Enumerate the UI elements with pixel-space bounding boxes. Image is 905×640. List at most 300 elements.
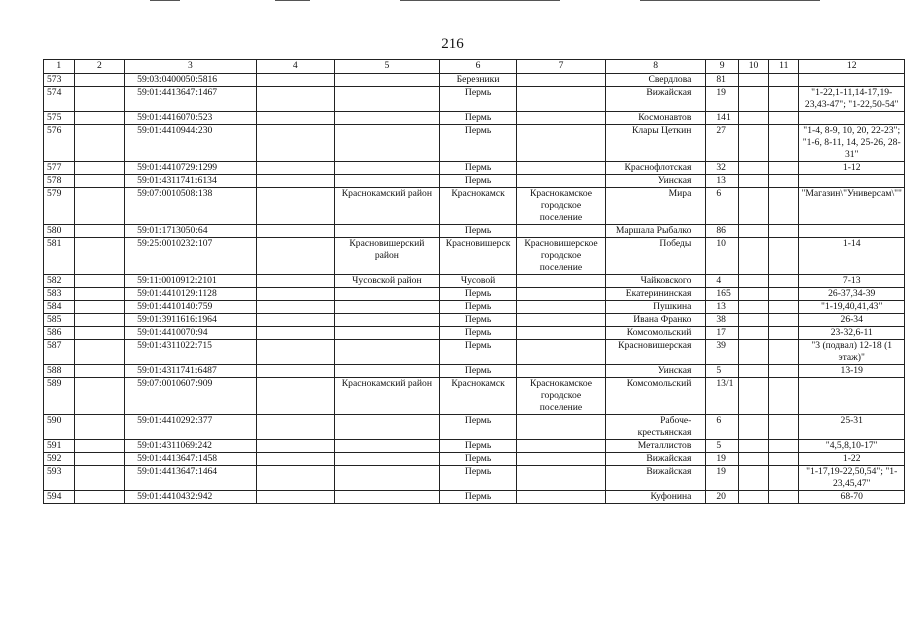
column-header-12: 12 — [799, 60, 905, 74]
col10-cell — [738, 225, 768, 238]
city-cell: Краснокамск — [439, 378, 516, 415]
district-cell — [334, 175, 439, 188]
col4-cell — [256, 175, 334, 188]
col2-cell — [74, 327, 125, 340]
column-header-10: 10 — [738, 60, 768, 74]
settlement-cell — [517, 288, 606, 301]
premises-cell: "1-22,1-11,14-17,19-23,43-47"; "1-22,50-54" — [799, 87, 905, 112]
cadastral-number-cell: 59:01:4410729:1299 — [125, 162, 257, 175]
row-number-cell: 589 — [44, 378, 75, 415]
col11-cell — [769, 188, 799, 225]
col2-cell — [74, 378, 125, 415]
district-cell — [334, 415, 439, 440]
city-cell: Пермь — [439, 365, 516, 378]
city-cell: Пермь — [439, 162, 516, 175]
col2-cell — [74, 87, 125, 112]
column-header-7: 7 — [517, 60, 606, 74]
col11-cell — [769, 491, 799, 504]
col2-cell — [74, 365, 125, 378]
col10-cell — [738, 87, 768, 112]
house-number-cell: 13/1 — [706, 378, 738, 415]
cadastral-number-cell: 59:01:4413647:1458 — [125, 453, 257, 466]
column-header-3: 3 — [125, 60, 257, 74]
city-cell: Пермь — [439, 491, 516, 504]
col11-cell — [769, 225, 799, 238]
col2-cell — [74, 225, 125, 238]
registry-table — [43, 59, 905, 504]
city-cell: Пермь — [439, 87, 516, 112]
street-cell: Пушкина — [605, 301, 706, 314]
col4-cell — [256, 112, 334, 125]
house-number-cell: 10 — [706, 238, 738, 275]
premises-cell: "1-4, 8-9, 10, 20, 22-23"; "1-6, 8-11, 14, 25-26, 28-31" — [799, 125, 905, 162]
district-cell — [334, 365, 439, 378]
settlement-cell — [517, 415, 606, 440]
cadastral-number-cell: 59:01:4413647:1464 — [125, 466, 257, 491]
col11-cell — [769, 175, 799, 188]
street-cell: Маршала Рыбалко — [605, 225, 706, 238]
district-cell — [334, 225, 439, 238]
premises-cell: 1-22 — [799, 453, 905, 466]
cadastral-number-cell: 59:01:3911616:1964 — [125, 314, 257, 327]
premises-cell: 7-13 — [799, 275, 905, 288]
district-cell — [334, 87, 439, 112]
col4-cell — [256, 466, 334, 491]
street-cell: Чайковского — [605, 275, 706, 288]
settlement-cell — [517, 275, 606, 288]
district-cell — [334, 340, 439, 365]
table-header — [44, 60, 905, 74]
col11-cell — [769, 378, 799, 415]
settlement-cell — [517, 491, 606, 504]
col11-cell — [769, 453, 799, 466]
row-number-cell: 581 — [44, 238, 75, 275]
row-number-cell: 592 — [44, 453, 75, 466]
house-number-cell: 165 — [706, 288, 738, 301]
district-cell: Краснокамский район — [334, 188, 439, 225]
cadastral-number-cell: 59:01:4410432:942 — [125, 491, 257, 504]
premises-cell — [799, 225, 905, 238]
col11-cell — [769, 327, 799, 340]
col2-cell — [74, 125, 125, 162]
house-number-cell: 20 — [706, 491, 738, 504]
cadastral-number-cell: 59:01:4311741:6487 — [125, 365, 257, 378]
street-cell: Екатерининская — [605, 288, 706, 301]
col11-cell — [769, 314, 799, 327]
street-cell: Красновишерская — [605, 340, 706, 365]
col11-cell — [769, 340, 799, 365]
table-row — [44, 112, 905, 125]
city-cell: Пермь — [439, 301, 516, 314]
scan-edge-line — [640, 0, 820, 1]
cadastral-number-cell: 59:01:4311741:6134 — [125, 175, 257, 188]
row-number-cell: 587 — [44, 340, 75, 365]
col4-cell — [256, 288, 334, 301]
premises-cell: 1-12 — [799, 162, 905, 175]
settlement-cell: Красновишерское городское поселение — [517, 238, 606, 275]
city-cell: Пермь — [439, 175, 516, 188]
cadastral-number-cell: 59:01:4410140:759 — [125, 301, 257, 314]
column-header-5: 5 — [334, 60, 439, 74]
col10-cell — [738, 327, 768, 340]
cadastral-number-cell: 59:01:4410944:230 — [125, 125, 257, 162]
settlement-cell — [517, 453, 606, 466]
street-cell: Вижайская — [605, 453, 706, 466]
col4-cell — [256, 188, 334, 225]
col11-cell — [769, 275, 799, 288]
col4-cell — [256, 162, 334, 175]
table-row — [44, 87, 905, 112]
row-number-cell: 585 — [44, 314, 75, 327]
col10-cell — [738, 112, 768, 125]
table-row — [44, 340, 905, 365]
col4-cell — [256, 225, 334, 238]
table-row — [44, 378, 905, 415]
col10-cell — [738, 453, 768, 466]
cadastral-number-cell: 59:07:0010607:909 — [125, 378, 257, 415]
column-header-11: 11 — [769, 60, 799, 74]
table-row — [44, 175, 905, 188]
col10-cell — [738, 125, 768, 162]
col2-cell — [74, 112, 125, 125]
row-number-cell: 573 — [44, 74, 75, 87]
district-cell — [334, 74, 439, 87]
street-cell: Уинская — [605, 365, 706, 378]
house-number-cell: 141 — [706, 112, 738, 125]
table-row — [44, 365, 905, 378]
settlement-cell — [517, 112, 606, 125]
cadastral-number-cell: 59:11:0010912:2101 — [125, 275, 257, 288]
table-body — [44, 74, 905, 504]
cadastral-number-cell: 59:01:4410129:1128 — [125, 288, 257, 301]
district-cell — [334, 327, 439, 340]
district-cell — [334, 453, 439, 466]
col2-cell — [74, 275, 125, 288]
city-cell: Пермь — [439, 415, 516, 440]
settlement-cell: Краснокамское городское поселение — [517, 188, 606, 225]
table-row — [44, 74, 905, 87]
col4-cell — [256, 440, 334, 453]
col10-cell — [738, 340, 768, 365]
col11-cell — [769, 162, 799, 175]
city-cell: Пермь — [439, 112, 516, 125]
premises-cell: "Магазин\"Универсам\"" — [799, 188, 905, 225]
col4-cell — [256, 301, 334, 314]
column-header-8: 8 — [605, 60, 706, 74]
street-cell: Победы — [605, 238, 706, 275]
row-number-cell: 583 — [44, 288, 75, 301]
city-cell: Краснокамск — [439, 188, 516, 225]
table-row — [44, 453, 905, 466]
house-number-cell: 5 — [706, 440, 738, 453]
col2-cell — [74, 491, 125, 504]
table-row — [44, 275, 905, 288]
cadastral-number-cell: 59:01:1713050:64 — [125, 225, 257, 238]
street-cell: Вижайская — [605, 466, 706, 491]
cadastral-number-cell: 59:01:4413647:1467 — [125, 87, 257, 112]
street-cell: Куфонина — [605, 491, 706, 504]
street-cell: Рабоче-крестьянская — [605, 415, 706, 440]
col10-cell — [738, 466, 768, 491]
city-cell: Пермь — [439, 466, 516, 491]
settlement-cell — [517, 301, 606, 314]
col2-cell — [74, 238, 125, 275]
premises-cell — [799, 378, 905, 415]
premises-cell — [799, 112, 905, 125]
table-row — [44, 466, 905, 491]
settlement-cell — [517, 314, 606, 327]
street-cell: Краснофлотская — [605, 162, 706, 175]
premises-cell: 26-34 — [799, 314, 905, 327]
table-row — [44, 238, 905, 275]
premises-cell: 26-37,34-39 — [799, 288, 905, 301]
col2-cell — [74, 175, 125, 188]
col2-cell — [74, 188, 125, 225]
house-number-cell: 13 — [706, 301, 738, 314]
col4-cell — [256, 415, 334, 440]
premises-cell: "1-17,19-22,50,54"; "1-23,45,47" — [799, 466, 905, 491]
district-cell — [334, 314, 439, 327]
premises-cell: 68-70 — [799, 491, 905, 504]
district-cell — [334, 491, 439, 504]
district-cell: Краснокамский район — [334, 378, 439, 415]
table-row — [44, 225, 905, 238]
settlement-cell — [517, 162, 606, 175]
street-cell: Вижайская — [605, 87, 706, 112]
house-number-cell: 38 — [706, 314, 738, 327]
district-cell — [334, 288, 439, 301]
street-cell: Мира — [605, 188, 706, 225]
col4-cell — [256, 378, 334, 415]
settlement-cell — [517, 74, 606, 87]
col2-cell — [74, 415, 125, 440]
house-number-cell: 17 — [706, 327, 738, 340]
city-cell: Пермь — [439, 288, 516, 301]
city-cell: Пермь — [439, 314, 516, 327]
col10-cell — [738, 314, 768, 327]
premises-cell — [799, 74, 905, 87]
city-cell: Пермь — [439, 125, 516, 162]
city-cell: Пермь — [439, 440, 516, 453]
settlement-cell: Краснокамское городское поселение — [517, 378, 606, 415]
header-row — [44, 60, 905, 74]
street-cell: Свердлова — [605, 74, 706, 87]
settlement-cell — [517, 225, 606, 238]
scan-edge-line — [400, 0, 560, 1]
col2-cell — [74, 162, 125, 175]
house-number-cell: 86 — [706, 225, 738, 238]
col4-cell — [256, 365, 334, 378]
col4-cell — [256, 340, 334, 365]
col10-cell — [738, 301, 768, 314]
row-number-cell: 575 — [44, 112, 75, 125]
district-cell — [334, 440, 439, 453]
page-number: 216 — [441, 36, 464, 52]
district-cell — [334, 125, 439, 162]
column-header-1: 1 — [44, 60, 75, 74]
row-number-cell: 588 — [44, 365, 75, 378]
table-row — [44, 415, 905, 440]
table-row — [44, 188, 905, 225]
row-number-cell: 576 — [44, 125, 75, 162]
row-number-cell: 577 — [44, 162, 75, 175]
col11-cell — [769, 87, 799, 112]
col10-cell — [738, 175, 768, 188]
col10-cell — [738, 162, 768, 175]
street-cell: Клары Цеткин — [605, 125, 706, 162]
city-cell: Пермь — [439, 225, 516, 238]
col11-cell — [769, 238, 799, 275]
col2-cell — [74, 74, 125, 87]
premises-cell: 13-19 — [799, 365, 905, 378]
cadastral-number-cell: 59:03:0400050:5816 — [125, 74, 257, 87]
street-cell: Космонавтов — [605, 112, 706, 125]
city-cell: Пермь — [439, 340, 516, 365]
district-cell: Красновишерский район — [334, 238, 439, 275]
col4-cell — [256, 87, 334, 112]
house-number-cell: 81 — [706, 74, 738, 87]
house-number-cell: 13 — [706, 175, 738, 188]
house-number-cell: 6 — [706, 188, 738, 225]
table-row — [44, 125, 905, 162]
column-header-6: 6 — [439, 60, 516, 74]
house-number-cell: 32 — [706, 162, 738, 175]
settlement-cell — [517, 125, 606, 162]
district-cell — [334, 301, 439, 314]
settlement-cell — [517, 466, 606, 491]
row-number-cell: 591 — [44, 440, 75, 453]
row-number-cell: 594 — [44, 491, 75, 504]
city-cell: Чусовой — [439, 275, 516, 288]
house-number-cell: 5 — [706, 365, 738, 378]
settlement-cell — [517, 340, 606, 365]
col2-cell — [74, 453, 125, 466]
house-number-cell: 39 — [706, 340, 738, 365]
col4-cell — [256, 74, 334, 87]
city-cell: Пермь — [439, 327, 516, 340]
district-cell — [334, 112, 439, 125]
col2-cell — [74, 288, 125, 301]
premises-cell: 1-14 — [799, 238, 905, 275]
col4-cell — [256, 327, 334, 340]
settlement-cell — [517, 440, 606, 453]
col4-cell — [256, 314, 334, 327]
row-number-cell: 574 — [44, 87, 75, 112]
table-row — [44, 162, 905, 175]
district-cell: Чусовской район — [334, 275, 439, 288]
row-number-cell: 579 — [44, 188, 75, 225]
column-header-2: 2 — [74, 60, 125, 74]
table-row — [44, 288, 905, 301]
col2-cell — [74, 314, 125, 327]
cadastral-number-cell: 59:01:4311069:242 — [125, 440, 257, 453]
premises-cell: "1-19,40,41,43" — [799, 301, 905, 314]
col11-cell — [769, 466, 799, 491]
premises-cell — [799, 175, 905, 188]
col10-cell — [738, 74, 768, 87]
table-row — [44, 314, 905, 327]
house-number-cell: 19 — [706, 87, 738, 112]
col11-cell — [769, 112, 799, 125]
district-cell — [334, 162, 439, 175]
scan-edge-line — [275, 0, 310, 1]
col10-cell — [738, 378, 768, 415]
cadastral-number-cell: 59:01:4410070:94 — [125, 327, 257, 340]
col11-cell — [769, 125, 799, 162]
premises-cell: 23-32,6-11 — [799, 327, 905, 340]
city-cell: Березники — [439, 74, 516, 87]
col10-cell — [738, 440, 768, 453]
premises-cell: 25-31 — [799, 415, 905, 440]
street-cell: Комсомольский — [605, 327, 706, 340]
col11-cell — [769, 74, 799, 87]
col11-cell — [769, 415, 799, 440]
street-cell: Уинская — [605, 175, 706, 188]
city-cell: Пермь — [439, 453, 516, 466]
premises-cell: "3 (подвал) 12-18 (1 этаж)" — [799, 340, 905, 365]
col4-cell — [256, 491, 334, 504]
row-number-cell: 578 — [44, 175, 75, 188]
scan-edge-line — [150, 0, 180, 1]
district-cell — [334, 466, 439, 491]
table-row — [44, 301, 905, 314]
row-number-cell: 586 — [44, 327, 75, 340]
house-number-cell: 4 — [706, 275, 738, 288]
house-number-cell: 19 — [706, 466, 738, 491]
cadastral-number-cell: 59:07:0010508:138 — [125, 188, 257, 225]
house-number-cell: 6 — [706, 415, 738, 440]
table-row — [44, 491, 905, 504]
col2-cell — [74, 466, 125, 491]
col4-cell — [256, 238, 334, 275]
col11-cell — [769, 440, 799, 453]
premises-cell: "4,5,8,10-17" — [799, 440, 905, 453]
col11-cell — [769, 288, 799, 301]
col10-cell — [738, 415, 768, 440]
row-number-cell: 580 — [44, 225, 75, 238]
col4-cell — [256, 275, 334, 288]
col4-cell — [256, 453, 334, 466]
cadastral-number-cell: 59:25:0010232:107 — [125, 238, 257, 275]
column-header-9: 9 — [706, 60, 738, 74]
row-number-cell: 584 — [44, 301, 75, 314]
col10-cell — [738, 238, 768, 275]
settlement-cell — [517, 327, 606, 340]
cadastral-number-cell: 59:01:4311022:715 — [125, 340, 257, 365]
row-number-cell: 593 — [44, 466, 75, 491]
col4-cell — [256, 125, 334, 162]
col11-cell — [769, 365, 799, 378]
city-cell: Красновишерск — [439, 238, 516, 275]
street-cell: Ивана Франко — [605, 314, 706, 327]
cadastral-number-cell: 59:01:4416070:523 — [125, 112, 257, 125]
settlement-cell — [517, 365, 606, 378]
column-header-4: 4 — [256, 60, 334, 74]
col10-cell — [738, 188, 768, 225]
col10-cell — [738, 365, 768, 378]
house-number-cell: 27 — [706, 125, 738, 162]
col10-cell — [738, 491, 768, 504]
col11-cell — [769, 301, 799, 314]
row-number-cell: 582 — [44, 275, 75, 288]
col2-cell — [74, 301, 125, 314]
street-cell: Металлистов — [605, 440, 706, 453]
col10-cell — [738, 288, 768, 301]
settlement-cell — [517, 87, 606, 112]
settlement-cell — [517, 175, 606, 188]
row-number-cell: 590 — [44, 415, 75, 440]
street-cell: Комсомольский — [605, 378, 706, 415]
